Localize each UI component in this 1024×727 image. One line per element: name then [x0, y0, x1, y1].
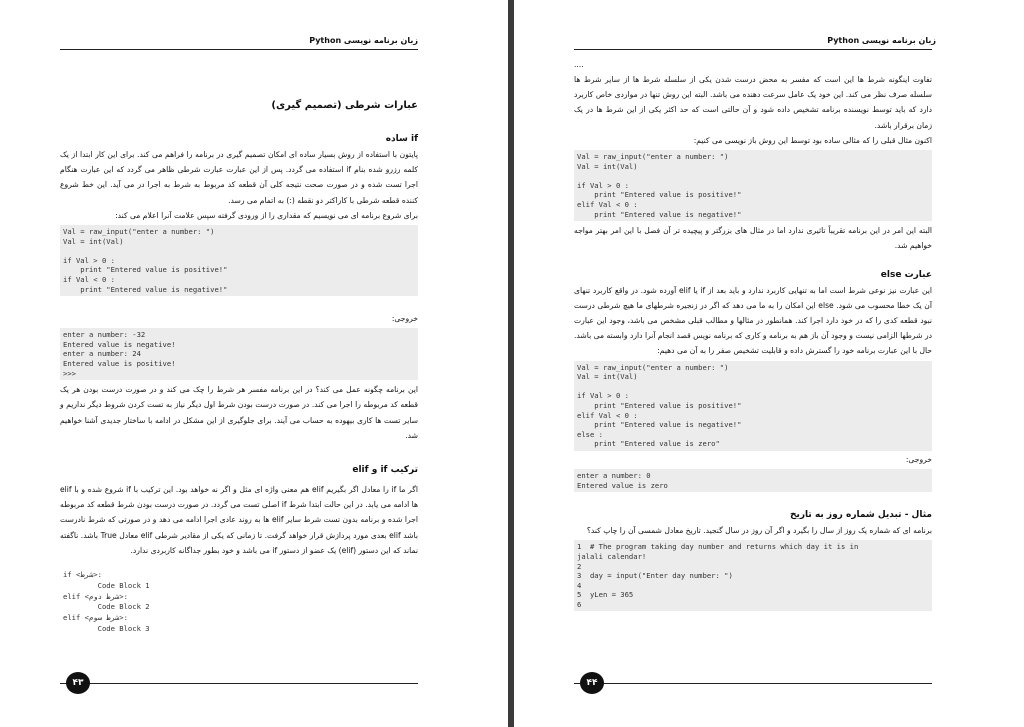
- header-rule: [574, 49, 932, 50]
- if-subheading: if ساده: [385, 134, 418, 144]
- para-2: اکنون مثال قبلی را که مثالی ساده بود توسط این روش باز نویسی می کنیم:: [693, 135, 932, 145]
- left-content: [60, 98, 418, 639]
- page-number-badge: ۴۳: [66, 672, 90, 694]
- example-heading: مثال - تبدیل شماره روز به تاریخ: [790, 510, 932, 521]
- if-paragraph-2: برای شروع برنامه ای می نویسیم که مقداری را از ورودی گرفته سپس علامت آنرا اعلام می کند:: [115, 210, 418, 220]
- else-subheading: عبارت else: [880, 269, 932, 280]
- code-block-4: 1 # The program taking day number and returns which day it is in jalali calendar! 2 3 day = input("Enter day number: ") 4 5 yLen = 365 6: [574, 540, 932, 611]
- code-block-3: enter a number: 0 Entered value is zero: [574, 469, 932, 492]
- explain-paragraph: این برنامه چگونه عمل می کند؟ در این برنامه مفسر هر شرط را چک می کند و در صورت درست بودن هر یک قطعه کد مربوطه را اجرا می کند. در صورت درست بودن شرط اول دیگر نیاز به تست کردن شروط دیگر نداریم و سایر تست ها کاری بیهوده به حساب می آیند. برای جلوگیری از این مشکل در ادامه با ساختار جدیدی آشنا خواهیم شد.: [60, 385, 418, 440]
- right-content: [574, 58, 932, 613]
- page-header-title: زبان برنامه نویسی Python: [309, 36, 418, 45]
- right-page: [514, 0, 1024, 727]
- combo-subheading: ترکیب if و elif: [352, 464, 418, 475]
- code-block-2: Val = raw_input("enter a number: ") Val = int(Val) if Val > 0 : print "Entered value is positive!" elif Val < 0 : print "Entered value is negative!" else : print "Entered value is zero": [574, 361, 932, 451]
- page-number-badge: ۴۴: [580, 672, 604, 694]
- code-block-2: enter a number: -32 Entered value is negative! enter a number: 24 Entered value is positive! >>>: [60, 328, 418, 380]
- code-block-3: if <شرط>: Code Block 1 elif <شرط دوم>: Code Block 2 elif <شرط سوم>: Code Block 3: [63, 569, 150, 633]
- combo-paragraph: اگر ما if را معادل اگر بگیریم elif هم معنی واژه ای مثل و اگر نه خواهد بود. این ترکیب با if شروع شده و با elif ها ادامه می یابد. در این حالت ابتدا شرط if اصلی تست می گردد. در صورت درست بودن شرط قطعه کد مربوطه اجرا شده و برنامه بدون تست شرط سایر elif ها به روند عادی اجرا ادامه می دهد و در صورتی که شرط نادرست باشد elif بعدی مورد پردازش قرار خواهد گرفت. تا زمانی که یکی از مقادیر شرطی elif معادل True باشد. ناگفته نماند که این دستور (elif) یک عضو از دستور if می باشد و خود بطور جداگانه کاربردی ندارد.: [60, 484, 418, 555]
- else-paragraph: این عبارت نیز نوعی شرط است اما به تنهایی کاربرد ندارد و باید بعد از if یا elif آورده شود. در واقع کاربرد تنهای آن یک خطا محسوب می شود. else این امکان را به ما می دهد که اگر در زنجیره شرطهای ما هیچ شرطی درست نبود قطعه کدی را که در خود دارد اجرا کند. همانطور در مثالها و مطالب قبلی مشخص می باشد، وجود این عبارت در شرطها الزامی نیست و وجود آن باز هم به برنامه و کاری که برنامه نویس قصد انجام آنرا دارد وابسته می باشد. حال با این عبارت برنامه خود را گسترش داده و قابلیت تشخیص صفر را به آن می دهیم:: [574, 285, 932, 356]
- para-1: تفاوت اینگونه شرط ها این است که مفسر به محض درست شدن یکی از سلسله شرط ها از سایر شرط ها سلسله صرف نظر می کند. این خود یک عامل سرعت دهنده می باشد. البته این روش تنها در مواردی خاص کاربرد دارد که باید توسط نویسنده برنامه تشخیص داده شود و آن حالتی است که حد اکثر یکی از این شرط ها در یک زمان برقرار باشد.: [574, 75, 932, 130]
- output-label: خروجی:: [391, 314, 418, 324]
- page-header-title: زبان برنامه نویسی Python: [827, 36, 936, 45]
- section-heading: عبارات شرطی (تصمیم گیری): [271, 100, 418, 111]
- footer-rule: [60, 683, 418, 684]
- para-3: البته این امر در این برنامه تقریباً تاثیری ندارد اما در مثال های بزرگتر و پیچیده تر آن فصل با این امر بهتر مواجه خواهیم شد.: [574, 226, 932, 251]
- code-block-1: Val = raw_input("enter a number: ") Val = int(Val) if Val > 0 : print "Entered value is positive!" elif Val < 0 : print "Entered value is negative!": [574, 150, 932, 221]
- footer-rule: [574, 683, 932, 684]
- output-label: خروجی:: [905, 454, 932, 464]
- ellipsis: ....: [574, 60, 584, 69]
- if-paragraph: پایتون با استفاده از روش بسیار ساده ای امکان تصمیم گیری در برنامه را فراهم می کند. برای این کار ابتدا از یک کلمه رزرو شده بنام if استفاده می گردد. پس از این عبارت عبارت شرطی ظاهر می گردد که این عبارت هنگام اجرا تست شده و در صورت صحت نتیجه کلی آن قطعه کد مربوط به شرط به اجرا در می آید. این خط شروع کننده قطعه شرطی با کاراکتر دو نقطه (:) به اتمام می رسد.: [60, 150, 418, 205]
- code-block-1: Val = raw_input("enter a number: ") Val = int(Val) if Val > 0 : print "Entered value is positive!" if Val < 0 : print "Entered value is negative!": [60, 225, 418, 296]
- example-paragraph: برنامه ای که شماره یک روز از سال را بگیرد و اگر آن روز در سال گنجید. تاریخ معادل شمسی آن را چاپ کند؟: [586, 526, 932, 536]
- left-page: [0, 0, 508, 727]
- header-rule: [60, 49, 418, 50]
